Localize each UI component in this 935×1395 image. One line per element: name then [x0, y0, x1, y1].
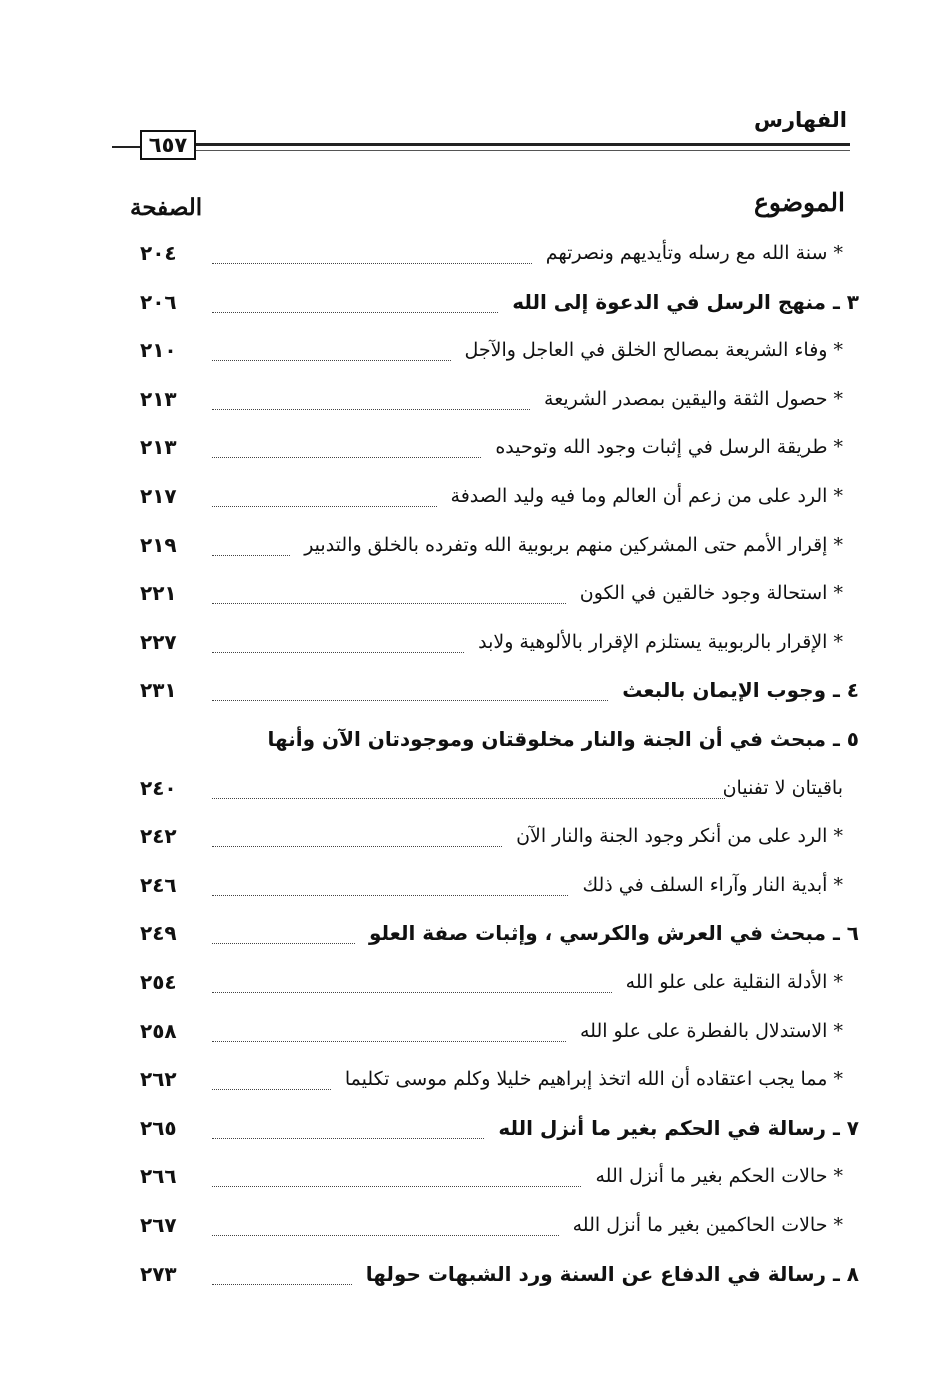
index-entry-main [0, 1253, 935, 1293]
index-entry-sub [0, 1155, 935, 1195]
dot-leader [212, 798, 725, 799]
column-heading-topic: الموضوع [754, 188, 845, 217]
running-title: الفهارس [753, 108, 847, 132]
index-entry-sub [0, 864, 935, 904]
dot-leader [212, 1089, 331, 1090]
index-entry-main [0, 1107, 935, 1147]
entry-title: * الأدلة النقلية على علو الله [625, 971, 843, 993]
entry-page-number: ٢٦٢ [140, 1067, 177, 1092]
index-entry-sub [0, 232, 935, 272]
entry-page-number: ٢٢١ [140, 581, 177, 606]
entry-title: * حالات الحاكمين بغير ما أنزل الله [572, 1214, 843, 1236]
entry-title: * سنة الله مع رسله وتأيديهم ونصرتهم [545, 242, 843, 264]
index-entry-sub [0, 572, 935, 612]
entry-page-number: ٢٥٤ [140, 970, 177, 994]
column-heading-page: الصفحة [130, 194, 203, 221]
dot-leader [212, 506, 437, 507]
entry-page-number: ٢٥٨ [140, 1018, 177, 1043]
entry-page-number: ٢٠٤ [140, 241, 177, 265]
entry-title: * استحالة وجود خالقين في الكون [579, 582, 843, 605]
index-entry-main [0, 281, 935, 321]
index-entry-sub [0, 475, 935, 515]
dot-leader [212, 409, 530, 410]
entry-page-number: ٢٢٧ [140, 629, 177, 654]
entry-title: * مما يجب اعتقاده أن الله اتخذ إبراهيم خليلا وكلم موسى تكليما [344, 1068, 843, 1091]
index-entry-main [0, 669, 935, 709]
index-entry-sub [0, 329, 935, 369]
dot-leader [212, 1186, 581, 1187]
entry-title: ٨ ـ رسالة في الدفاع عن السنة ورد الشبهات حولها [365, 1261, 859, 1286]
entry-title: ٣ ـ منهج الرسل في الدعوة إلى الله [512, 289, 859, 314]
dot-leader [212, 943, 355, 944]
entry-title: باقيتان لا تفنيان [722, 776, 843, 799]
entry-title: ٦ ـ مبحث في العرش والكرسي ، وإثبات صفة العلو [368, 921, 859, 946]
entry-title: * الإقرار بالربوبية يستلزم الإقرار بالألوهية ولابد [478, 630, 843, 653]
index-entry-main [0, 912, 935, 952]
dot-leader [212, 1284, 352, 1285]
entry-title: ٤ ـ وجوب الإيمان بالبعث [622, 678, 859, 703]
index-entry-sub [0, 1204, 935, 1244]
entry-page-number: ٢٧٣ [140, 1261, 177, 1286]
header-rule-stub [112, 146, 142, 148]
entry-page-number: ٢٣١ [140, 678, 177, 703]
entry-page-number: ٢١٩ [140, 532, 177, 557]
dot-leader [212, 360, 451, 361]
dot-leader [212, 263, 532, 264]
index-entry-sub [0, 524, 935, 564]
entry-page-number: ٢٤٢ [140, 824, 177, 849]
dot-leader [212, 846, 502, 847]
index-entry-sub [0, 961, 935, 1001]
dot-leader [212, 603, 566, 604]
index-entry-continuation [0, 767, 935, 807]
index-entry-sub [0, 1010, 935, 1050]
entry-title: * حالات الحكم بغير ما أنزل الله [595, 1165, 843, 1188]
dot-leader [212, 312, 498, 313]
index-entry-sub [0, 1058, 935, 1098]
index-entry-sub [0, 621, 935, 661]
page-number: ٦٥٧ [148, 133, 188, 157]
index-entry-main [0, 718, 935, 758]
dot-leader [212, 992, 612, 993]
index-entry-sub [0, 426, 935, 466]
index-entry-sub [0, 815, 935, 855]
entry-page-number: ٢٦٦ [140, 1164, 177, 1189]
page-number-box [140, 130, 196, 160]
entry-page-number: ٢٦٧ [140, 1213, 177, 1237]
header-rule-thin [196, 150, 850, 151]
index-entry-sub [0, 378, 935, 418]
entry-title: * أبدية النار وآراء السلف في ذلك [582, 873, 843, 896]
entry-page-number: ٢٤٠ [140, 775, 177, 800]
entry-page-number: ٢٠٦ [140, 289, 177, 314]
entry-title: ٧ ـ رسالة في الحكم بغير ما أنزل الله [498, 1115, 859, 1140]
entry-title: * طريقة الرسل في إثبات وجود الله وتوحيده [495, 436, 843, 459]
dot-leader [212, 700, 608, 701]
entry-page-number: ٢١٣ [140, 386, 177, 411]
header-rule-thick [196, 143, 850, 146]
entry-page-number: ٢٤٩ [140, 921, 177, 946]
entry-page-number: ٢١٧ [140, 484, 177, 508]
entry-title: * حصول الثقة واليقين بمصدر الشريعة [544, 387, 843, 410]
entry-page-number: ٢١٠ [140, 338, 177, 363]
dot-leader [212, 1235, 559, 1236]
dot-leader [212, 457, 481, 458]
entry-title: * إقرار الأمم حتى المشركين منهم بربوبية الله وتفرده بالخلق والتدبير [304, 533, 843, 556]
entry-title: * الرد على من أنكر وجود الجنة والنار الآن [516, 825, 843, 848]
dot-leader [212, 555, 290, 556]
entry-title: * الرد على من زعم أن العالم وما فيه وليد الصدفة [450, 485, 843, 507]
dot-leader [212, 652, 464, 653]
entry-title: * الاستدلال بالفطرة على علو الله [579, 1019, 843, 1042]
entry-page-number: ٢١٣ [140, 435, 177, 460]
entry-title: ٥ ـ مبحث في أن الجنة والنار مخلوقتان وموجودتان الآن وأنها [267, 727, 859, 751]
entry-page-number: ٢٤٦ [140, 872, 177, 897]
entry-title: * وفاء الشريعة بمصالح الخلق في العاجل والآجل [464, 339, 843, 362]
dot-leader [212, 895, 568, 896]
dot-leader [212, 1138, 484, 1139]
dot-leader [212, 1041, 566, 1042]
entry-page-number: ٢٦٥ [140, 1115, 177, 1140]
